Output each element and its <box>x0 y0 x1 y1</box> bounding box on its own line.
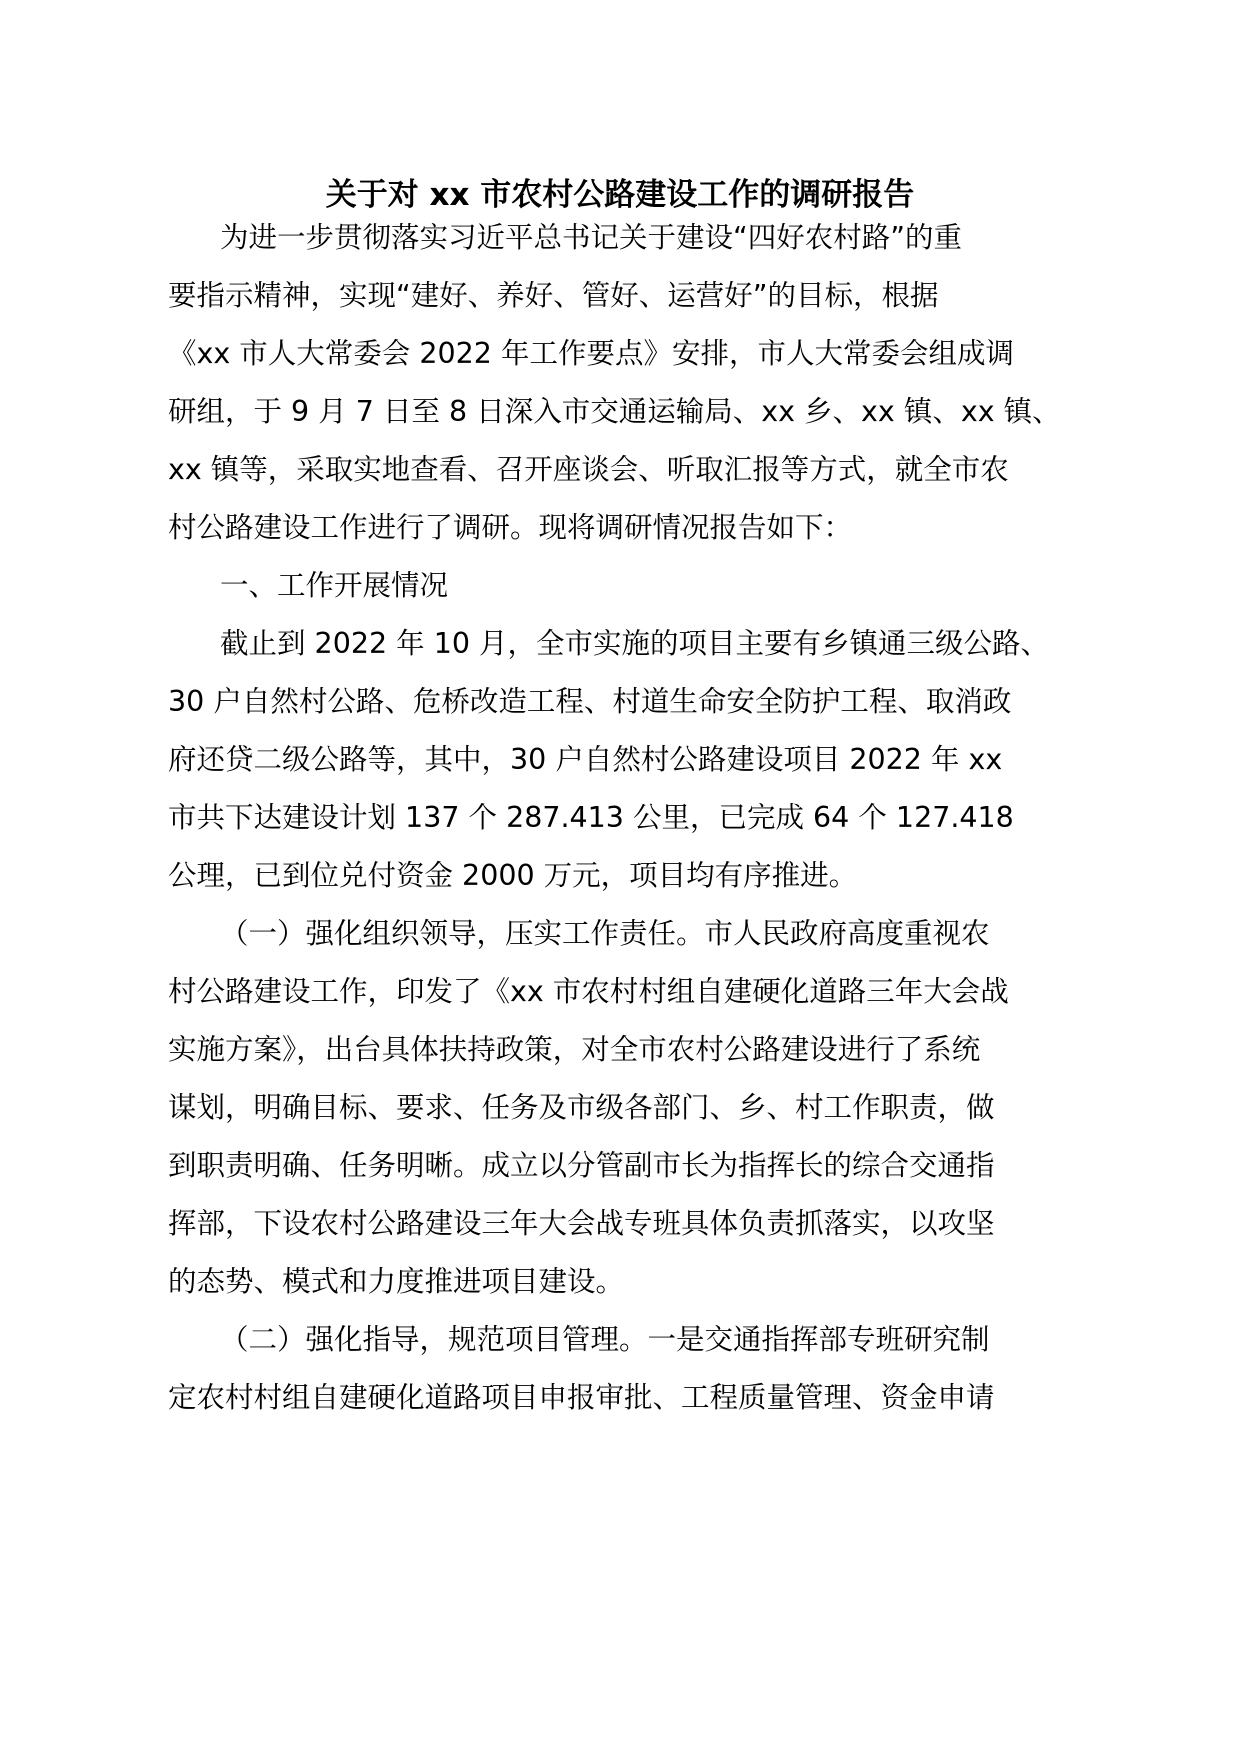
body-line: 实施方案》，出台具体扶持政策，对全市农村公路建设进行了系统 <box>168 1033 981 1066</box>
body-line: 30 户自然村公路、危桥改造工程、村道生命安全防护工程、取消政 <box>168 685 1012 718</box>
body-line: 挥部，下设农村公路建设三年大会战专班具体负责抓落实，以攻坚 <box>168 1207 995 1240</box>
body-line: 《xx 市人大常委会 2022 年工作要点》安排，市人大常委会组成调 <box>168 337 1014 370</box>
body-line: 定农村村组自建硬化道路项目申报审批、工程质量管理、资金申请 <box>168 1381 995 1414</box>
body-line: 为进一步贯彻落实习近平总书记关于建设“四好农村路”的重 <box>220 221 963 254</box>
body-line: （一）强化组织领导，压实工作责任。市人民政府高度重视农 <box>220 917 990 950</box>
section-heading: 一、工作开展情况 <box>220 569 449 602</box>
body-line: 村公路建设工作进行了调研。现将调研情况报告如下： <box>168 511 853 544</box>
body-line: 府还贷二级公路等，其中，30 户自然村公路建设项目 2022 年 xx <box>168 743 1003 776</box>
body-line: 村公路建设工作，印发了《xx 市农村村组自建硬化道路三年大会战 <box>168 975 1009 1008</box>
document-title: 关于对 xx 市农村公路建设工作的调研报告 <box>325 177 915 213</box>
body-line: （二）强化指导，规范项目管理。一是交通指挥部专班研究制 <box>220 1323 990 1356</box>
body-line: 市共下达建设计划 137 个 287.413 公里，已完成 64 个 127.418 <box>168 801 1014 834</box>
body-line: 的态势、模式和力度推进项目建设。 <box>168 1265 625 1298</box>
body-line: 公理，已到位兑付资金 2000 万元，项目均有序推进。 <box>168 859 858 892</box>
body-line: xx 镇等，采取实地查看、召开座谈会、听取汇报等方式，就全市农 <box>168 453 1009 486</box>
body-line: 谋划，明确目标、要求、任务及市级各部门、乡、村工作职责，做 <box>168 1091 995 1124</box>
body-line: 截止到 2022 年 10 月，全市实施的项目主要有乡镇通三级公路、 <box>220 627 1050 660</box>
body-line: 研组，于 9 月 7 日至 8 日深入市交通运输局、xx 乡、xx 镇、xx 镇、 <box>168 395 1061 428</box>
body-line: 到职责明确、任务明晰。成立以分管副市长为指挥长的综合交通指 <box>168 1149 995 1182</box>
body-line: 要指示精神，实现“建好、养好、管好、运营好”的目标，根据 <box>168 279 939 312</box>
